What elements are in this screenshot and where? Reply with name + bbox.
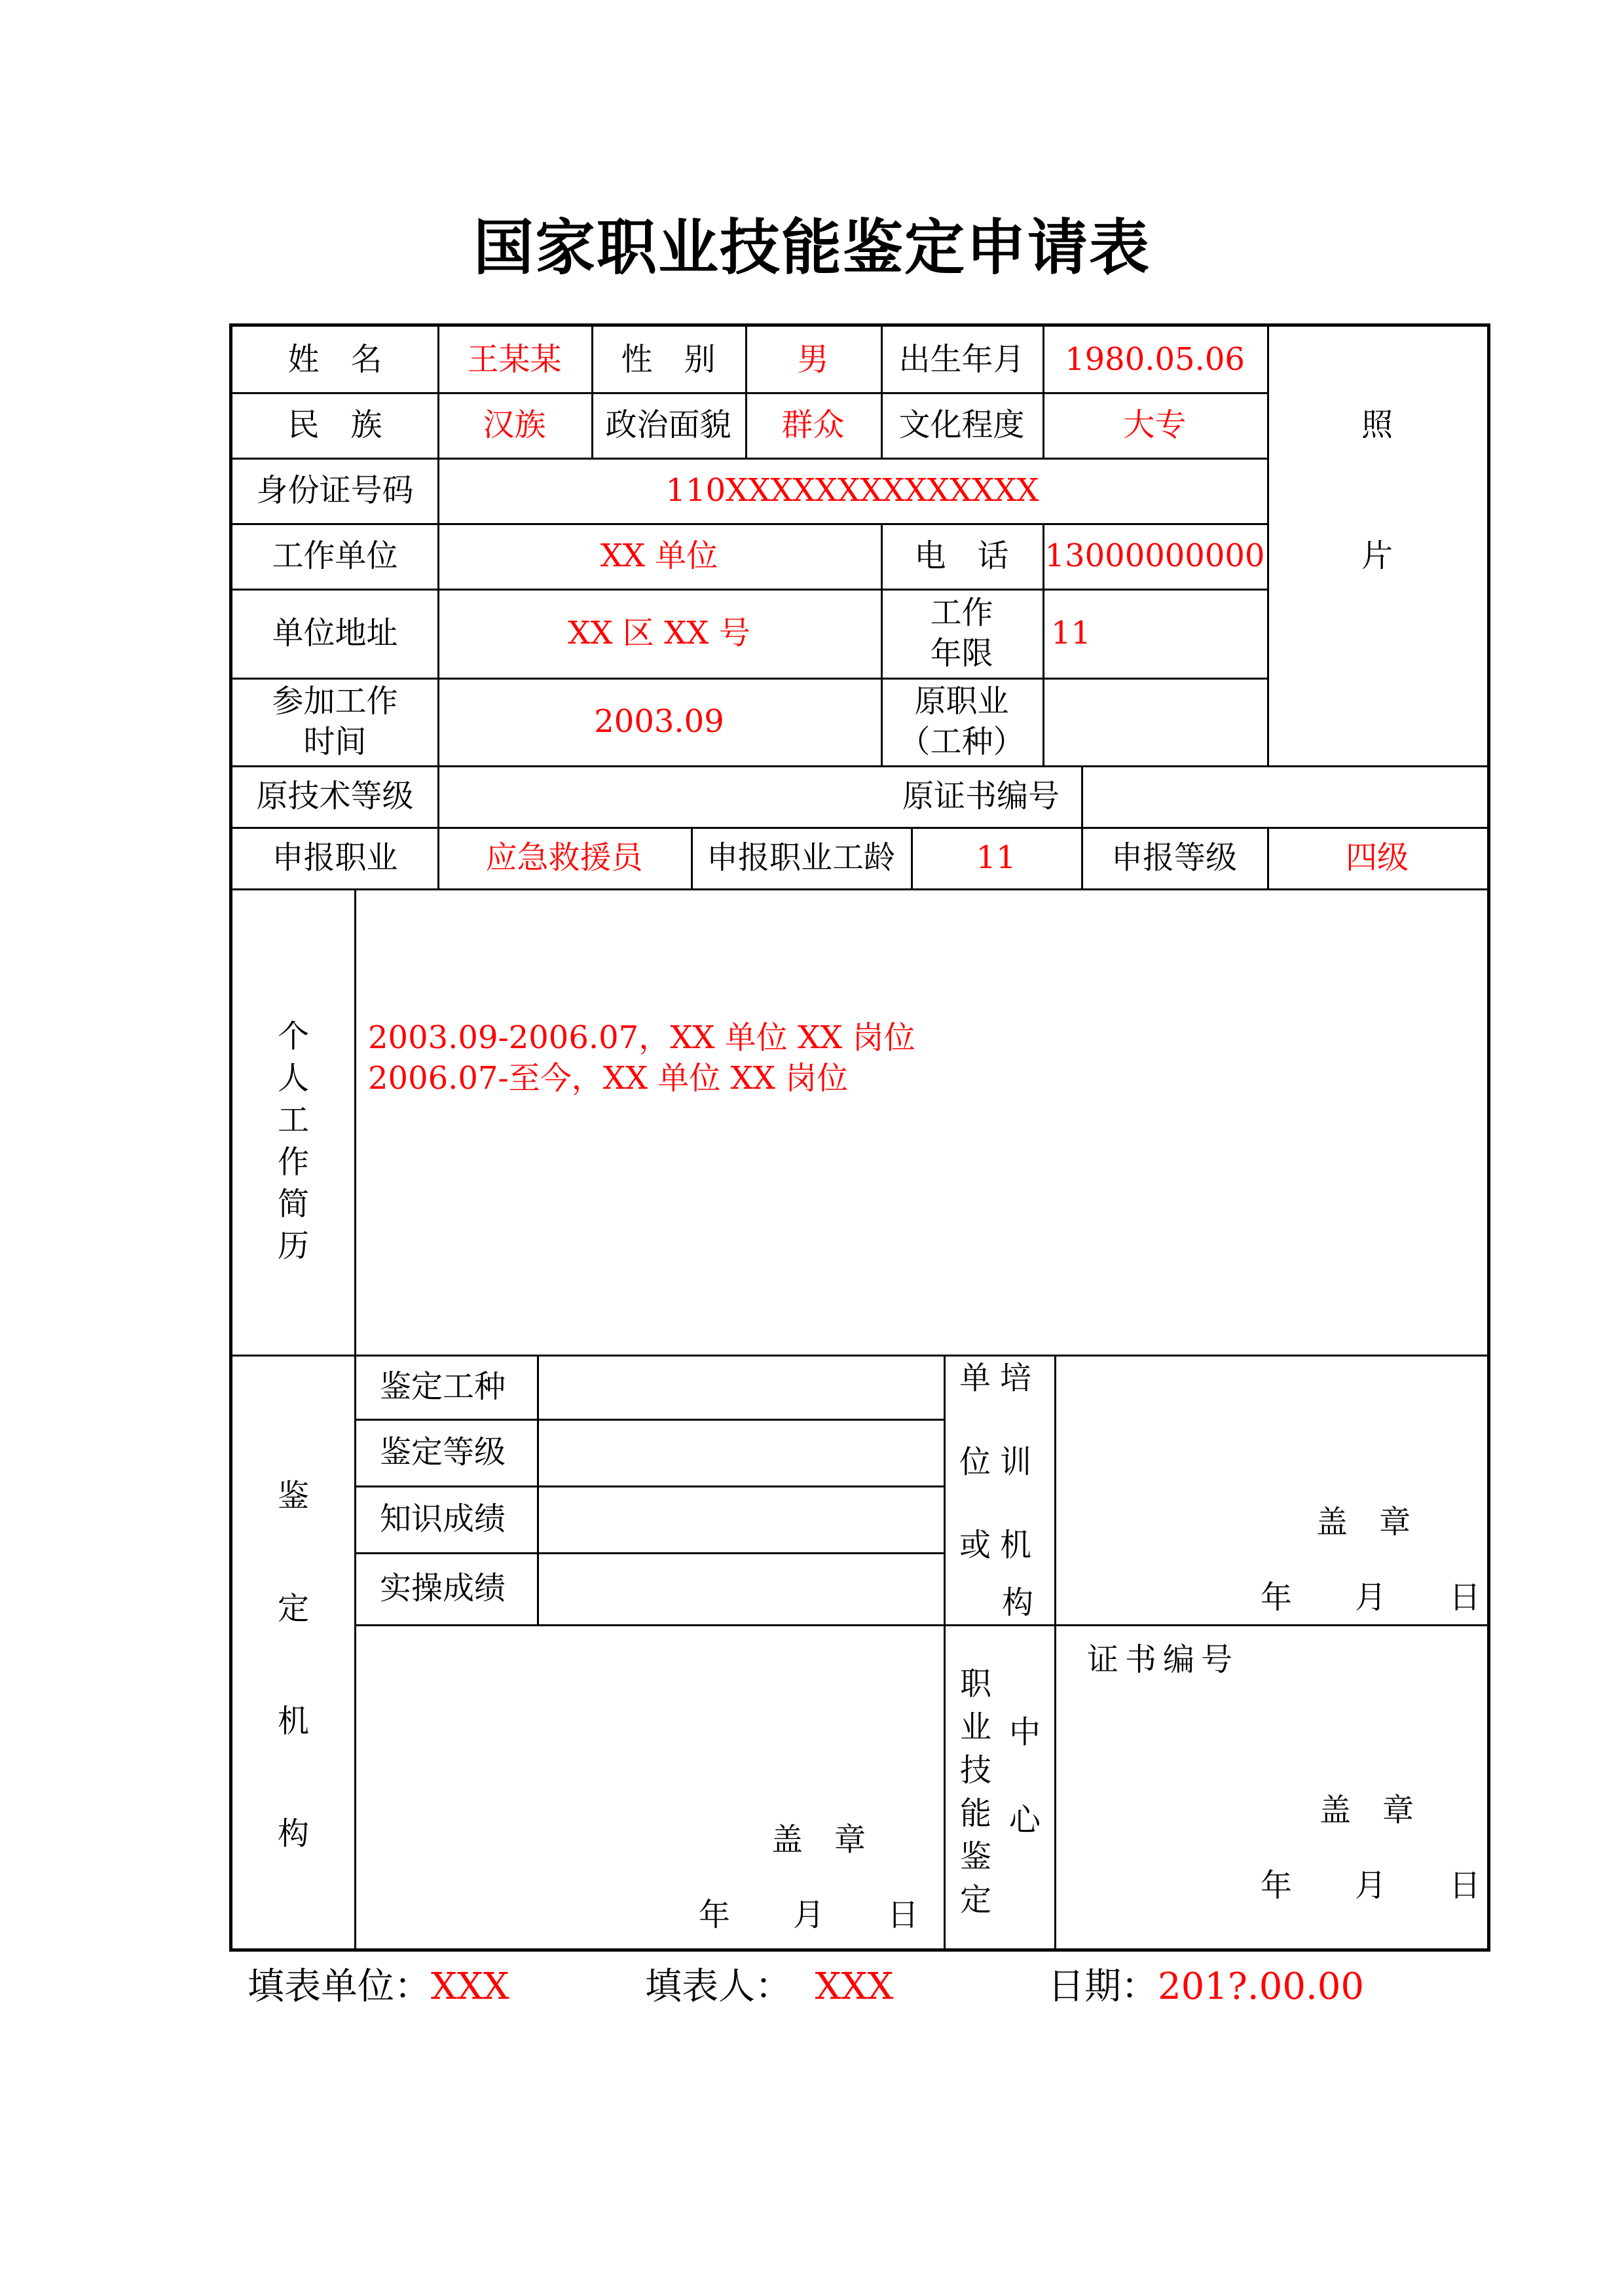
footer-unit-value[interactable]: XXX (431, 1965, 509, 2008)
name-value[interactable]: 王某某 (467, 340, 562, 378)
page-title: 国家职业技能鉴定申请表 (473, 213, 1151, 283)
birth-value[interactable]: 1980.05.06 (1065, 340, 1245, 378)
appraisal-type-label: 鉴定工种 (380, 1368, 506, 1405)
resume-line-2: 2006.07-至今，XX 单位 XX 岗位 (368, 1060, 849, 1097)
phone-label: 电 话 (914, 537, 1009, 574)
start-value[interactable]: 2003.09 (594, 702, 724, 740)
training-label-1: 单培 (959, 1360, 1041, 1396)
cert-number-label: 证书编号 (1087, 1641, 1240, 1678)
apply-years-label: 申报职业工龄 (706, 839, 895, 876)
years-value[interactable]: 11 (1051, 614, 1092, 651)
training-label-4: 构 (1002, 1584, 1034, 1621)
employer-label: 工作单位 (272, 537, 398, 574)
id-label: 身份证号码 (256, 471, 414, 509)
resume-line-1: 2003.09-2006.07，XX 单位 XX 岗位 (368, 1019, 915, 1056)
practical-score-value[interactable] (537, 1552, 944, 1624)
gender-label: 性 别 (621, 340, 716, 378)
org-date: 年 月 日 (699, 1897, 919, 1933)
birth-label: 出生年月 (898, 340, 1025, 378)
political-value[interactable]: 群众 (781, 406, 845, 443)
knowledge-score-label: 知识成绩 (380, 1500, 506, 1537)
footer-filler-label: 填表人： (645, 1965, 792, 2008)
apply-grade-label: 申报等级 (1111, 839, 1237, 876)
orig-cert-value[interactable] (1081, 765, 1487, 827)
years-label: 工作 年限 (930, 594, 993, 672)
resume-entries[interactable] (368, 1017, 1449, 1099)
footer-date (1048, 1958, 1364, 2010)
id-value[interactable]: 110XXXXXXXXXXXXXX (665, 471, 1039, 509)
appraisal-grade-value[interactable] (537, 1419, 944, 1485)
training-label-2: 位训 (959, 1444, 1041, 1480)
address-label: 单位地址 (272, 614, 398, 651)
appraisal-type-value[interactable] (537, 1355, 944, 1419)
education-value[interactable]: 大专 (1123, 406, 1187, 443)
training-label-3: 或机 (959, 1527, 1041, 1563)
political-label: 政治面貌 (605, 406, 731, 443)
footer-date-label: 日期： (1048, 1965, 1158, 2008)
ethnic-label: 民 族 (287, 406, 382, 443)
phone-value[interactable]: 13000000000 (1044, 537, 1265, 574)
footer-unit-label: 填表单位： (248, 1965, 431, 2008)
knowledge-score-value[interactable] (537, 1485, 944, 1552)
center-label-col2: 中心 (1008, 1714, 1041, 1838)
start-label: 参加工作 时间 (272, 682, 398, 760)
footer-filler-value[interactable]: XXX (815, 1965, 894, 2008)
apply-grade-value[interactable]: 四级 (1345, 839, 1409, 876)
apply-job-label: 申报职业 (272, 839, 398, 876)
center-date: 年 月 日 (1261, 1867, 1481, 1904)
apply-job-value[interactable]: 应急救援员 (485, 839, 643, 876)
application-form (229, 323, 1490, 1952)
center-seal: 盖 章 (1320, 1792, 1414, 1829)
photo-label-2: 片 (1361, 537, 1393, 574)
appraisal-grade-label: 鉴定等级 (380, 1433, 506, 1470)
orig-job-label: 原职业 （工种） (898, 682, 1025, 760)
practical-score-label: 实操成绩 (380, 1569, 506, 1607)
training-date: 年 月 日 (1261, 1579, 1481, 1616)
footer-date-value[interactable]: 201?.00.00 (1158, 1965, 1365, 2008)
orig-cert-label: 原证书编号 (902, 777, 1060, 814)
orig-level-value[interactable] (437, 765, 881, 827)
footer-filler (645, 1958, 893, 2010)
resume-label: 个人工作简历 (277, 1018, 309, 1264)
training-seal: 盖 章 (1316, 1504, 1411, 1540)
employer-value[interactable]: XX 单位 (600, 537, 718, 574)
apply-years-value[interactable]: 11 (976, 839, 1016, 876)
orig-level-label: 原技术等级 (256, 777, 414, 814)
org-seal: 盖 章 (771, 1821, 866, 1858)
address-value[interactable]: XX 区 XX 号 (568, 614, 750, 651)
appraisal-org-label: 鉴定机构 (277, 1478, 309, 1852)
name-label: 姓 名 (287, 340, 382, 378)
footer-unit (248, 1958, 509, 2010)
center-label-col1: 职业技能鉴定 (959, 1666, 991, 1918)
orig-job-value[interactable] (1043, 678, 1267, 765)
ethnic-value[interactable]: 汉族 (483, 406, 546, 443)
education-label: 文化程度 (898, 406, 1025, 443)
photo-label-1: 照 (1361, 406, 1393, 443)
gender-value[interactable]: 男 (797, 340, 829, 378)
